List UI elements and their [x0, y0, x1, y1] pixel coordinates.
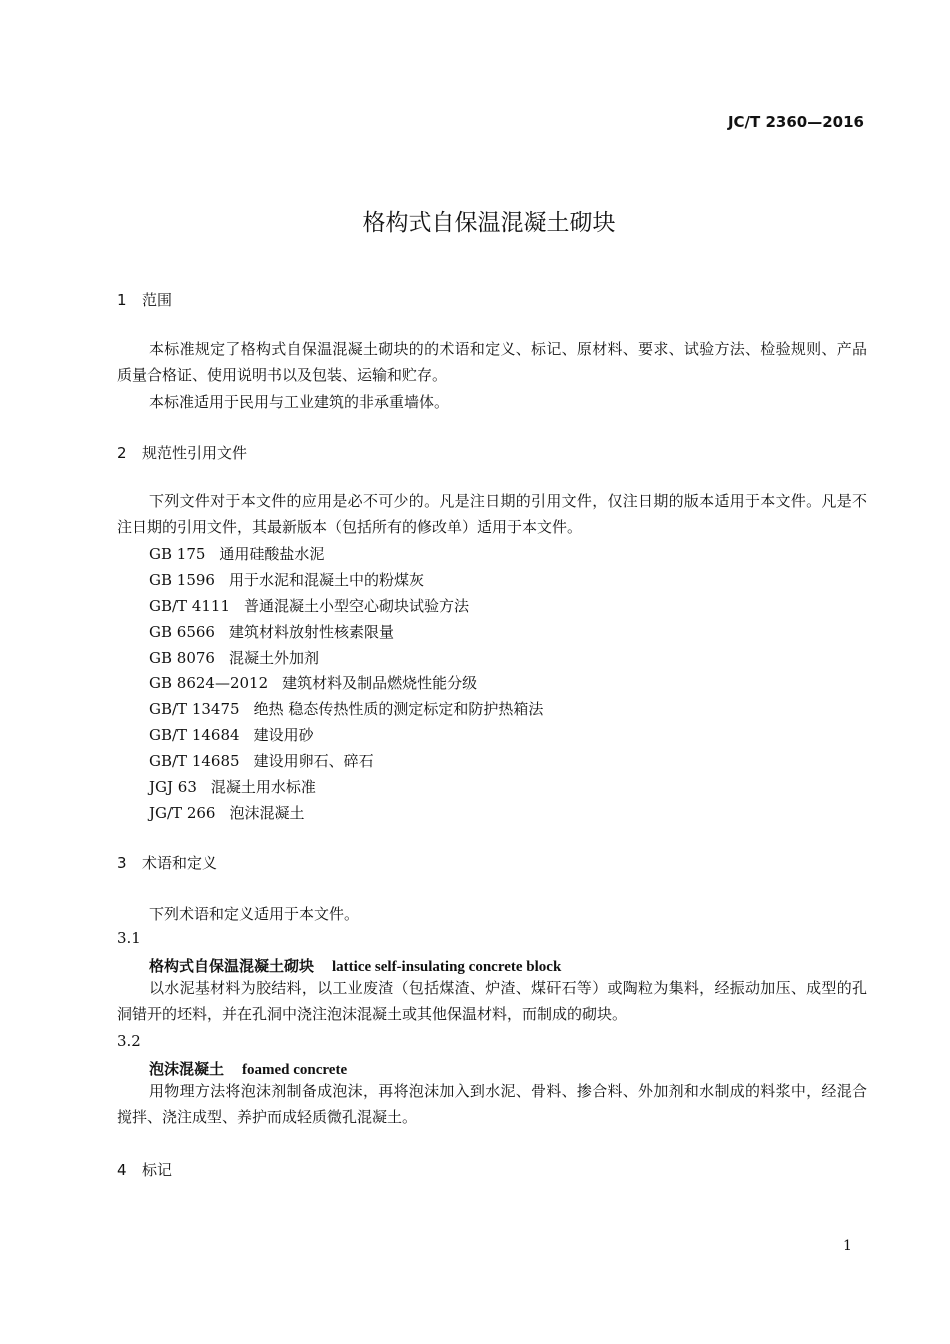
section-number: 2 — [117, 444, 127, 462]
term-chinese: 格构式自保温混凝土砌块 — [149, 957, 315, 975]
reference-title: 普通混凝土小型空心砌块试验方法 — [244, 597, 470, 615]
references-intro: 下列文件对于本文件的应用是必不可少的。凡是注日期的引用文件，仅注日期的版本适用于本文件。凡是不注日期的引用文件，其最新版本（包括所有的修改单）适用于本文件。 — [117, 492, 867, 536]
section-number: 3 — [117, 854, 127, 872]
clause-number: 3.2 — [117, 1032, 141, 1050]
reference-title: 混凝土外加剂 — [228, 649, 319, 667]
section-title: 标记 — [142, 1161, 173, 1179]
reference-title: 通用硅酸盐水泥 — [219, 545, 325, 563]
section-number: 1 — [117, 291, 127, 309]
section-4-heading — [117, 1159, 172, 1180]
reference-title: 建筑材料放射性核素限量 — [228, 623, 394, 641]
reference-code: JG/T 266 — [149, 804, 216, 822]
term-english: lattice self-insulating concrete block — [332, 959, 562, 975]
reference-code: GB/T 14685 — [149, 752, 240, 770]
reference-title: 建设用卵石、碎石 — [253, 752, 374, 770]
term-english: foamed concrete — [242, 1062, 348, 1078]
reference-item — [149, 647, 319, 668]
reference-code: GB/T 4111 — [149, 597, 231, 615]
reference-title: 绝热 稳态传热性质的测定标定和防护热箱法 — [253, 700, 544, 718]
reference-item — [149, 776, 316, 797]
scope-paragraph-1: 本标准规定了格构式自保温混凝土砌块的的术语和定义、标记、原材料、要求、试验方法、检验规则、产品质量合格证、使用说明书以及包装、运输和贮存。 — [117, 340, 867, 384]
section-2-heading — [117, 442, 247, 463]
document-title: 格构式自保温混凝土砌块 — [362, 210, 616, 236]
reference-item — [149, 802, 304, 823]
section-3-heading — [117, 852, 217, 873]
terms-intro: 下列术语和定义适用于本文件。 — [149, 905, 360, 923]
reference-item — [149, 543, 324, 564]
reference-code: GB/T 14684 — [149, 726, 240, 744]
section-title: 范围 — [142, 291, 173, 309]
scope-paragraph-2: 本标准适用于民用与工业建筑的非承重墙体。 — [149, 393, 450, 411]
term-definition: 以水泥基材料为胶结料，以工业废渣（包括煤渣、炉渣、煤矸石等）或陶粒为集料，经振动加压、成型的孔洞错开的坯料，并在孔洞中浇注泡沫混凝土或其他保温材料，而制成的砌块。 — [117, 979, 867, 1023]
reference-title: 泡沫混凝土 — [229, 804, 305, 822]
section-number: 4 — [117, 1161, 127, 1179]
reference-item — [149, 595, 469, 616]
reference-title: 混凝土用水标准 — [210, 778, 316, 796]
section-title: 术语和定义 — [142, 854, 218, 872]
reference-item — [149, 621, 394, 642]
reference-code: GB 8076 — [149, 649, 215, 667]
term-chinese: 泡沫混凝土 — [149, 1060, 225, 1078]
reference-code: JGJ 63 — [149, 778, 197, 796]
reference-item — [149, 569, 424, 590]
clause-number: 3.1 — [117, 929, 141, 947]
reference-title: 建筑材料及制品燃烧性能分级 — [282, 674, 478, 692]
term-heading — [149, 955, 561, 976]
section-1-heading — [117, 289, 172, 310]
reference-code: GB 6566 — [149, 623, 215, 641]
reference-title: 用于水泥和混凝土中的粉煤灰 — [228, 571, 424, 589]
standard-number: JC/T 2360—2016 — [727, 113, 864, 131]
term-heading — [149, 1058, 347, 1079]
page-number: 1 — [843, 1238, 852, 1254]
section-title: 规范性引用文件 — [142, 444, 248, 462]
reference-item — [149, 724, 314, 745]
reference-code: GB 8624—2012 — [149, 674, 269, 692]
reference-code: GB/T 13475 — [149, 700, 240, 718]
reference-code: GB 175 — [149, 545, 206, 563]
term-definition: 用物理方法将泡沫剂制备成泡沫，再将泡沫加入到水泥、骨料、掺合料、外加剂和水制成的料浆中，经混合搅拌、浇注成型、养护而成轻质微孔混凝土。 — [117, 1082, 867, 1126]
reference-item — [149, 698, 543, 719]
reference-item — [149, 750, 374, 771]
reference-title: 建设用砂 — [253, 726, 314, 744]
reference-item — [149, 672, 477, 693]
reference-code: GB 1596 — [149, 571, 215, 589]
